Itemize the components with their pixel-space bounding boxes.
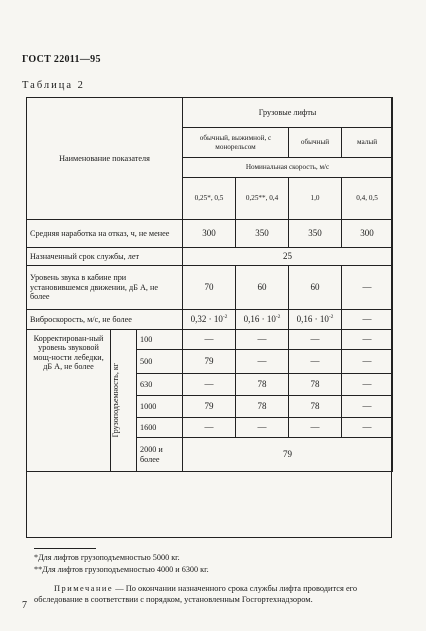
value-base: 0,16 · 10 <box>296 314 329 325</box>
cell-value: — <box>342 266 393 310</box>
note-text: — По окончании назначенного срока службы лифта проводится его обследование в соответствии с порядком, установленным Госгортехнадзором. <box>34 584 358 605</box>
col-header-b: обычный <box>289 128 342 158</box>
capacity-value: 1000 <box>137 396 183 418</box>
cell-value: — <box>342 374 393 396</box>
cell-value: 350 <box>236 220 289 248</box>
col-header-c: малый <box>342 128 393 158</box>
cell-value: — <box>183 418 236 438</box>
cell-value: 300 <box>183 220 236 248</box>
cell-value: 350 <box>289 220 342 248</box>
footnote-1: *Для лифтов грузоподъемностью 5000 кг. <box>34 553 180 562</box>
cell-value: 79 <box>183 438 393 472</box>
footnote-2: **Для лифтов грузоподъемностью 4000 и 6300 кг. <box>34 565 209 574</box>
capacity-value: 500 <box>137 350 183 374</box>
speed-value: 0,25**, 0,4 <box>236 178 289 220</box>
cell-value: 60 <box>236 266 289 310</box>
col-header-a: обычный, выжимной, с монорельсом <box>183 128 289 158</box>
cell-value <box>183 310 236 330</box>
capacity-value: 630 <box>137 374 183 396</box>
cell-value: — <box>183 374 236 396</box>
value-base: — <box>362 314 372 325</box>
page-number: 7 <box>22 600 27 611</box>
cell-value: — <box>236 330 289 350</box>
cell-value: — <box>342 350 393 374</box>
cell-value: 300 <box>342 220 393 248</box>
cell-value: — <box>236 418 289 438</box>
value-exponent: -2 <box>275 314 281 321</box>
value-exponent: -2 <box>222 314 228 321</box>
capacity-value: 1600 <box>137 418 183 438</box>
cell-value: — <box>236 350 289 374</box>
capacity-value: 100 <box>137 330 183 350</box>
speed-value: 0,4, 0,5 <box>342 178 393 220</box>
param-col-header: Наименование показателя <box>27 98 183 220</box>
cell-value: 60 <box>289 266 342 310</box>
row-label-life: Назначенный срок службы, лет <box>27 248 183 266</box>
speed-header: Номинальная скорость, м/с <box>183 158 393 178</box>
capacity-value: 2000 и более <box>137 438 183 472</box>
capacity-label-cell <box>111 330 137 472</box>
footnote-divider <box>34 548 96 549</box>
cell-value: 79 <box>183 350 236 374</box>
cell-value: — <box>289 418 342 438</box>
value-exponent: -2 <box>328 314 334 321</box>
cell-value: — <box>342 330 393 350</box>
cell-value: — <box>289 330 342 350</box>
cell-value <box>289 310 342 330</box>
cell-value <box>342 310 393 330</box>
cell-value: 78 <box>289 396 342 418</box>
cell-value: 78 <box>236 396 289 418</box>
table-note <box>34 583 392 606</box>
cell-value: 78 <box>236 374 289 396</box>
row-label-winch-noise: Корректирован-ный уровень звуковой мощ-ности лебедки, дБ А, не более <box>27 330 111 472</box>
capacity-label: Грузоподъемность, кг <box>111 363 120 438</box>
document-code: ГОСТ 22011—95 <box>22 54 101 65</box>
note-heading: Примечание <box>54 584 114 593</box>
cell-value <box>236 310 289 330</box>
row-label-noise: Уровень звука в кабине при установившемся движении, дБ А, не более <box>27 266 183 310</box>
cell-value: 70 <box>183 266 236 310</box>
value-base: 0,32 · 10 <box>190 314 223 325</box>
cell-value: 25 <box>183 248 393 266</box>
cell-value: 78 <box>289 374 342 396</box>
speed-value: 1,0 <box>289 178 342 220</box>
cell-value: — <box>183 330 236 350</box>
spec-table <box>26 97 393 472</box>
row-label-vibration: Виброскорость, м/с, не более <box>27 310 183 330</box>
group-header: Грузовые лифты <box>183 98 393 128</box>
row-label-mtbf: Средняя наработка на отказ, ч, не менее <box>27 220 183 248</box>
speed-value: 0,25*, 0,5 <box>183 178 236 220</box>
cell-value: — <box>342 396 393 418</box>
table-label: Таблица 2 <box>22 80 85 91</box>
value-base: 0,16 · 10 <box>243 314 276 325</box>
cell-value: — <box>289 350 342 374</box>
cell-value: — <box>342 418 393 438</box>
cell-value: 79 <box>183 396 236 418</box>
